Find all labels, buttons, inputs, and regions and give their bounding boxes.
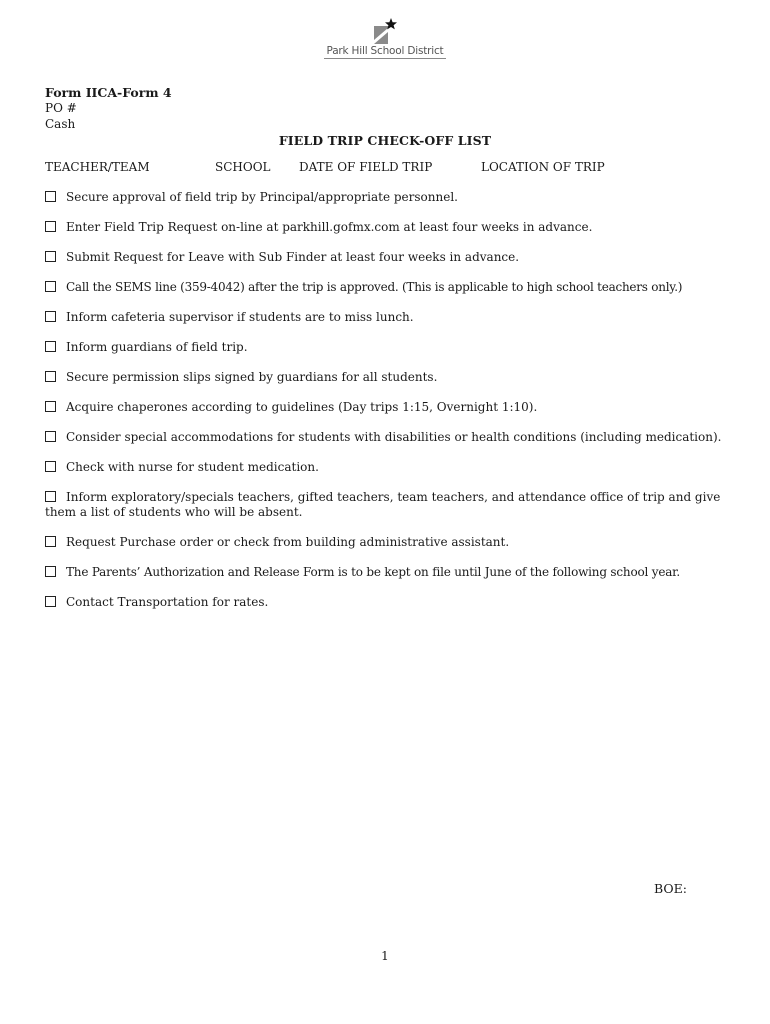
checklist-item-text: Inform exploratory/specials teachers, gifted teachers, team teachers, and attendance office of trip and give them a list of students who will be absent. (45, 490, 721, 519)
logo-underline (324, 58, 446, 59)
checklist-item (45, 535, 735, 550)
checklist-item-text: Consider special accommodations for students with disabilities or health conditions (including medication). (66, 430, 722, 444)
checklist-item-text: The Parents’ Authorization and Release Form is to be kept on file until June of the following school year. (66, 565, 681, 579)
po-label: PO # (45, 101, 77, 115)
boe-label: BOE: (654, 881, 688, 896)
checkbox[interactable] (45, 281, 56, 292)
checklist-item-text: Submit Request for Leave with Sub Finder at least four weeks in advance. (66, 250, 520, 264)
checklist (45, 190, 735, 625)
checklist-item-text: Inform cafeteria supervisor if students are to miss lunch. (66, 310, 414, 324)
page-number: 1 (381, 949, 389, 963)
form-id: Form IICA-Form 4 (45, 85, 172, 100)
page-title: FIELD TRIP CHECK-OFF LIST (278, 133, 492, 148)
column-teacher-team: TEACHER/TEAM (45, 160, 150, 174)
checkbox[interactable] (45, 401, 56, 412)
checklist-item-text: Acquire chaperones according to guidelines (Day trips 1:15, Overnight 1:10). (66, 400, 538, 414)
column-date: DATE OF FIELD TRIP (299, 160, 433, 174)
checkbox[interactable] (45, 251, 56, 262)
district-logo (322, 18, 448, 60)
checklist-item (45, 370, 735, 385)
checklist-item-text: Call the SEMS line (359-4042) after the trip is approved. (This is applicable to high school teachers only.) (66, 280, 683, 294)
checklist-item-text: Enter Field Trip Request on-line at parkhill.gofmx.com at least four weeks in advance. (66, 220, 593, 234)
district-logo-icon (372, 18, 398, 44)
checklist-item-text: Contact Transportation for rates. (66, 595, 269, 609)
checklist-item (45, 430, 735, 445)
checklist-item (45, 310, 735, 325)
checkbox[interactable] (45, 566, 56, 577)
checklist-item (45, 220, 735, 235)
checkbox[interactable] (45, 341, 56, 352)
checkbox[interactable] (45, 461, 56, 472)
checklist-item-text: Secure permission slips signed by guardians for all students. (66, 370, 438, 384)
checklist-item-text: Check with nurse for student medication. (66, 460, 319, 474)
column-school: SCHOOL (215, 160, 271, 174)
checkbox[interactable] (45, 491, 56, 502)
checklist-item (45, 250, 735, 265)
checklist-item (45, 190, 735, 205)
checklist-item (45, 340, 735, 355)
district-name: Park Hill School District (326, 45, 444, 57)
checkbox[interactable] (45, 191, 56, 202)
checklist-item (45, 565, 735, 580)
checkbox[interactable] (45, 371, 56, 382)
checkbox[interactable] (45, 536, 56, 547)
checkbox[interactable] (45, 596, 56, 607)
checkbox[interactable] (45, 431, 56, 442)
checklist-item (45, 595, 735, 610)
column-location: LOCATION OF TRIP (481, 160, 605, 174)
checklist-item (45, 280, 735, 295)
cash-label: Cash (45, 117, 76, 131)
checklist-item (45, 490, 735, 520)
checklist-item (45, 400, 735, 415)
checklist-item-text: Inform guardians of field trip. (66, 340, 248, 354)
checkbox[interactable] (45, 221, 56, 232)
checkbox[interactable] (45, 311, 56, 322)
checklist-item-text: Secure approval of field trip by Principal/appropriate personnel. (66, 190, 458, 204)
checklist-item (45, 460, 735, 475)
checklist-item-text: Request Purchase order or check from building administrative assistant. (66, 535, 510, 549)
